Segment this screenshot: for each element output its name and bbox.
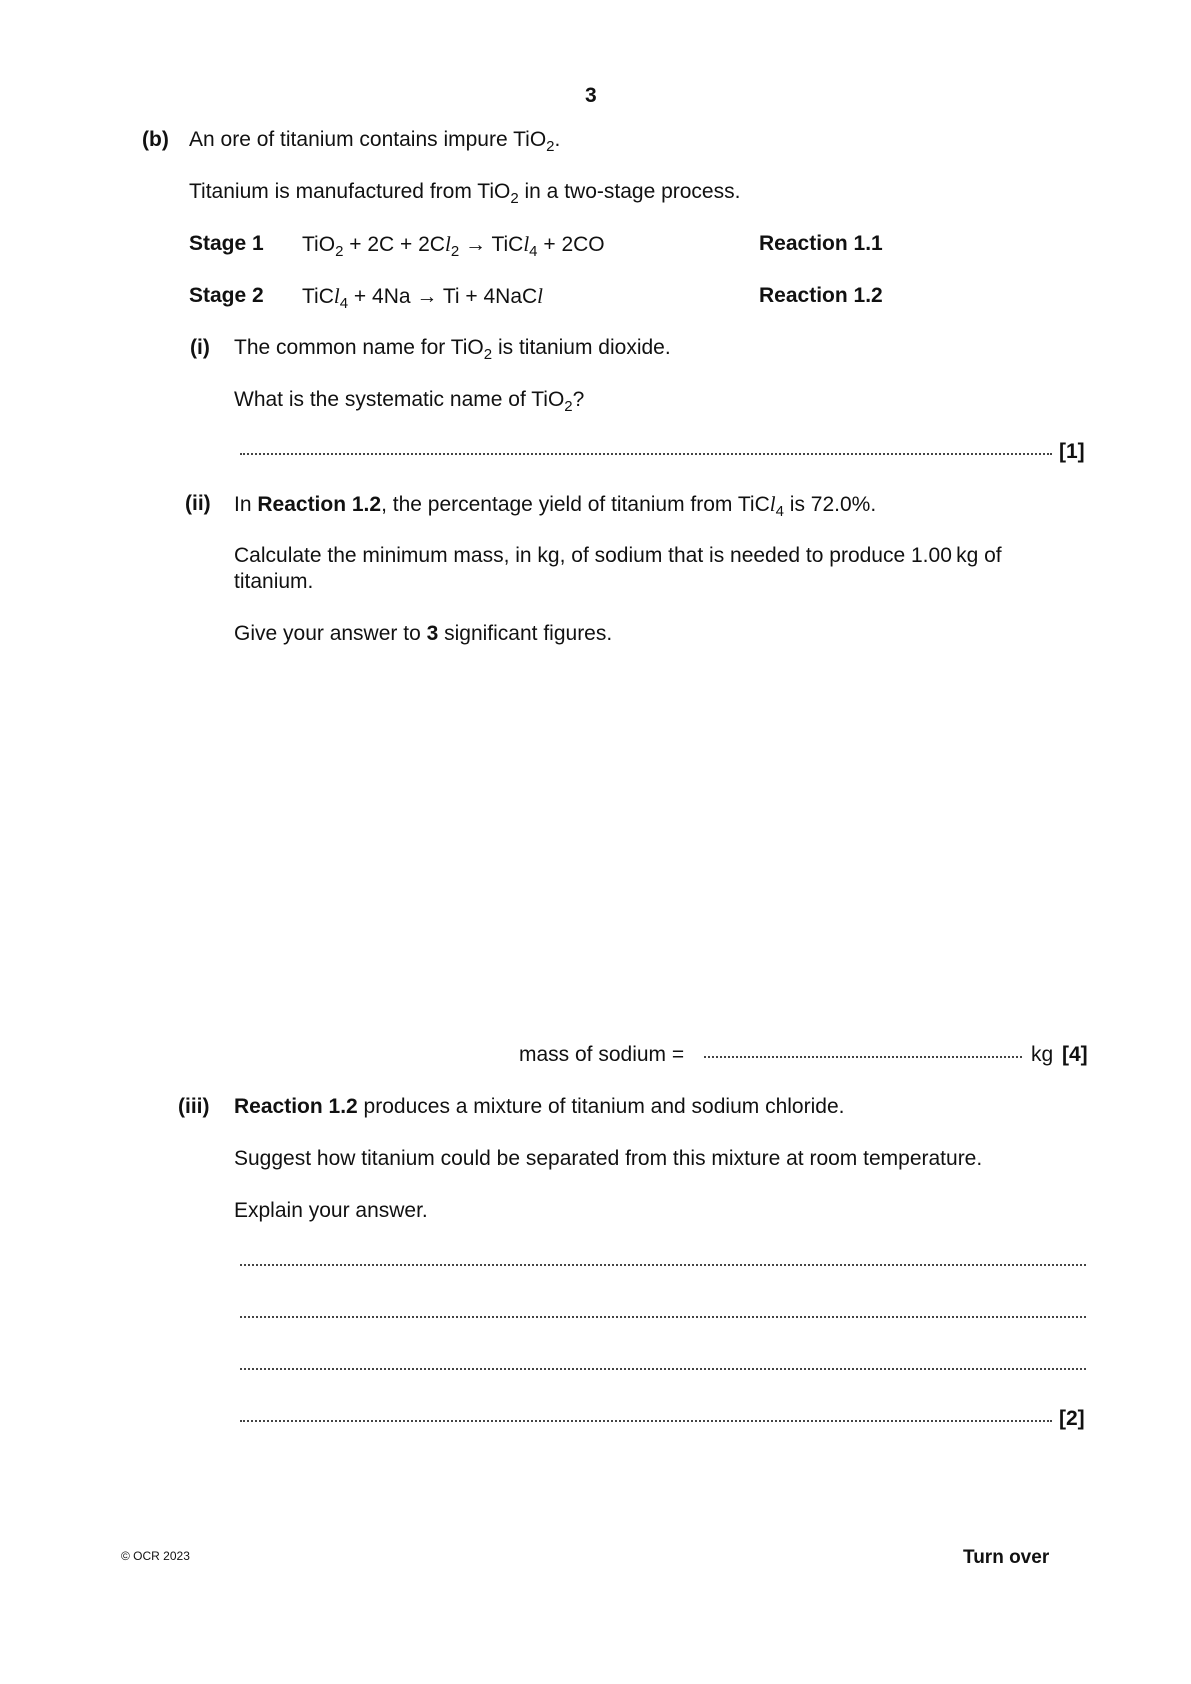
stage1-equation: $TiO_2 + 2C + 2Cl_2$ → TiCl$_4$ + 2CO [302, 232, 605, 260]
q-i-mark: [1] [1059, 440, 1085, 463]
turn-over-text: Turn over [963, 1547, 1050, 1568]
q-iii-answer-line-1[interactable] [240, 1250, 1086, 1266]
q-iii-answer-line-4[interactable] [240, 1406, 1052, 1422]
q-ii-line2a: Calculate the minimum mass, in kg, of sodium that is needed to produce 1.00 kg of [234, 544, 1002, 567]
page-number: 3 [585, 84, 597, 107]
reaction-1-2-label: Reaction 1.2 [759, 284, 883, 307]
q-ii-label: (ii) [185, 492, 211, 515]
q-iii-answer-line-3[interactable] [240, 1354, 1086, 1370]
q-iii-line2: Suggest how titanium could be separated from this mixture at room temperature. [234, 1147, 983, 1170]
mass-of-sodium-label: mass of sodium = [519, 1043, 685, 1066]
reaction-1-1-label: Reaction 1.1 [759, 232, 883, 255]
q-ii-line1: In Reaction 1.2, the percentage yield of titanium from TiCl$_4$ is 72.0%. [234, 492, 877, 520]
q-i-line2: What is the systematic name of TiO$_2$? [234, 388, 585, 415]
q-ii-mark: [4] [1062, 1043, 1088, 1066]
q-iii-answer-line-2[interactable] [240, 1302, 1086, 1318]
part-b-intro-line1: An ore of titanium contains impure TiO$_2$. [189, 128, 561, 155]
part-b-intro-line2: Titanium is manufactured from TiO$_2$ in a two-stage process. [189, 180, 741, 207]
unit-kg: kg [1031, 1043, 1054, 1066]
q-ii-line2b: titanium. [234, 570, 314, 593]
q-i-label: (i) [190, 336, 210, 359]
stage1-label: Stage 1 [189, 232, 264, 255]
q-ii-line3: Give your answer to 3 significant figures. [234, 622, 613, 645]
stage2-label: Stage 2 [189, 284, 264, 307]
stage2-equation: TiCl$_4$ + 4Na → Ti + 4NaCl [302, 284, 544, 312]
q-iii-mark: [2] [1059, 1407, 1085, 1430]
mass-of-sodium-answer-line[interactable] [704, 1042, 1022, 1058]
q-i-answer-line[interactable] [240, 439, 1052, 455]
q-iii-label: (iii) [178, 1095, 210, 1118]
part-b-label: (b) [142, 128, 169, 151]
q-iii-line1: Reaction 1.2 produces a mixture of titanium and sodium chloride. [234, 1095, 845, 1118]
q-iii-line3: Explain your answer. [234, 1199, 428, 1222]
q-i-line1: The common name for TiO$_2$ is titanium dioxide. [234, 336, 671, 363]
copyright-text: © OCR 2023 [121, 1549, 190, 1563]
